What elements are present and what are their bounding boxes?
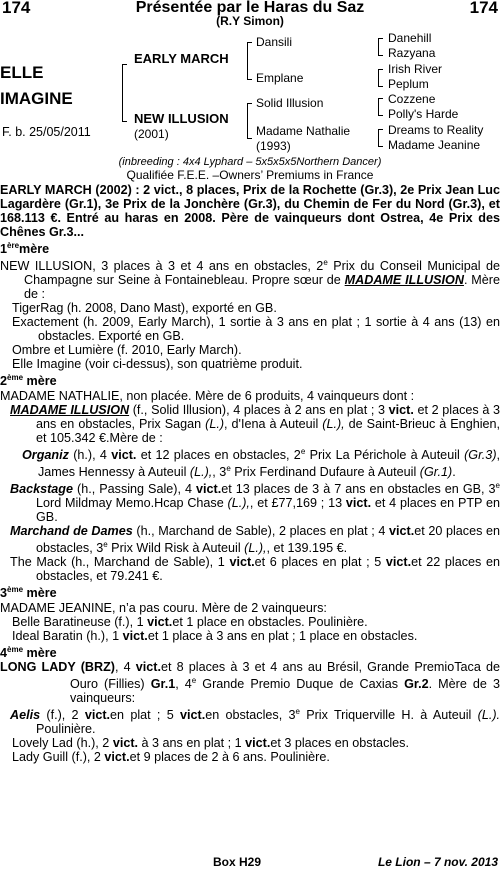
first-dam-heading xyxy=(0,239,500,256)
g3-name: Danehill xyxy=(388,31,432,45)
produce-entry xyxy=(0,705,500,736)
g3-name: Cozzene xyxy=(388,92,436,106)
text: Lady Guill (f.), 2 xyxy=(12,750,105,765)
text: Poulinière. xyxy=(36,722,96,737)
vict: vict. xyxy=(345,496,372,511)
dam-year: (2001) xyxy=(134,127,169,141)
dam-sire: Solid Illusion xyxy=(256,96,324,110)
grade: Gr.1 xyxy=(150,676,176,691)
second-dam-text: MADAME NATHALIE, non placée. Mère de 6 produits, 4 vainqueurs dont : xyxy=(0,388,415,403)
second-dam-heading xyxy=(0,371,500,388)
text: en obstacles, 3 xyxy=(205,708,296,723)
heading-sup: ème xyxy=(7,644,24,654)
dam-dam-year: (1993) xyxy=(256,139,291,153)
text: (h., Passing Sale), 4 xyxy=(73,482,196,497)
heading-num: 1 xyxy=(0,242,8,257)
text: , 4 xyxy=(115,659,136,674)
text: et 4 places en PTP en GB. xyxy=(36,496,500,525)
vict: vict. xyxy=(147,614,173,629)
text: Prix La Périchole à Auteuil xyxy=(305,447,465,462)
text: , et £77,169 ; 13 xyxy=(249,496,346,511)
heading-word: mère xyxy=(26,586,57,601)
text: Grande Premio Duque de Caxias xyxy=(196,676,405,691)
listed: (L.), xyxy=(227,496,250,511)
sire-dam: Emplane xyxy=(256,71,304,85)
produce-entry xyxy=(0,736,500,750)
foaling-info: F. b. 25/05/2011 xyxy=(2,125,91,139)
vict: vict. xyxy=(111,447,137,462)
produce-name: Marchand de Dames xyxy=(10,524,133,539)
text: et 9 places de 2 à 6 ans. Poulinière. xyxy=(129,750,330,765)
text: (f.), 2 xyxy=(40,708,85,723)
bracket-main xyxy=(122,64,127,122)
listed: (L.), xyxy=(189,464,213,479)
produce-entry xyxy=(0,615,500,629)
vict: vict. xyxy=(112,736,139,751)
catalogue-body xyxy=(0,183,500,764)
bracket-g3-2 xyxy=(378,69,383,87)
foal-entry: Exactement (h. 2009, Early March), 1 sortie à 3 ans en plat ; 1 sortie à 4 ans (13) en obstacles. Exporté en GB. xyxy=(12,315,500,344)
grade: Gr.2 xyxy=(404,676,429,691)
third-dam-text: MADAME JEANINE, n’a pas couru. Mère de 2 vainqueurs: xyxy=(0,600,327,615)
text: et 3 places en obstacles. xyxy=(270,736,409,751)
lot-number-left: 174 xyxy=(2,0,31,17)
text: et 6 places en plat ; 5 xyxy=(254,555,386,570)
text: et 22 places en obstacles, et 79.241 €. xyxy=(36,555,500,584)
text: Prix Ferdinand Dufaure à Auteuil xyxy=(230,464,420,479)
listed: (L.). xyxy=(477,708,500,723)
g3-name: Irish River xyxy=(388,62,443,76)
heading-word: mère xyxy=(19,242,50,257)
produce-entry xyxy=(0,403,500,445)
consignor: (R.Y Simon) xyxy=(216,14,284,28)
vict: vict. xyxy=(196,482,222,497)
text: et 1 place à 3 ans en plat ; 1 place en obstacles. xyxy=(147,628,418,643)
text: et 8 places à 3 et 4 ans au Brésil, Grande PremioTaca de Ouro (Fillies) xyxy=(70,659,500,691)
dam-dam: Madame Nathalie xyxy=(256,124,351,138)
text: et 20 places en obstacles, 3 xyxy=(36,524,500,556)
text: , James Hennessy à Auteuil xyxy=(38,447,500,479)
vict: vict. xyxy=(180,708,206,723)
vict: vict. xyxy=(229,555,255,570)
g3-name: Dreams to Reality xyxy=(388,123,484,137)
text: . Mère de : xyxy=(24,273,500,302)
g3-name: Madame Jeanine xyxy=(388,138,481,152)
heading-word: mère xyxy=(26,645,57,660)
produce-name: Organiz xyxy=(22,447,69,462)
horse-name-line1: ELLE xyxy=(0,63,44,82)
text: Prix Triquerville H. à Auteuil xyxy=(299,708,478,723)
text: Belle Baratineuse (f.), 1 xyxy=(12,614,148,629)
vict: vict. xyxy=(389,524,415,539)
sup: e xyxy=(103,540,108,550)
text: Lovely Lad (h.), 2 xyxy=(12,736,113,751)
text: Prix Wild Risk à Auteuil xyxy=(107,541,245,556)
sale-source: Le Lion – 7 nov. 2013 xyxy=(377,855,498,869)
text: The Mack (h., Marchand de Sable), 1 xyxy=(10,555,230,570)
text: Prix du Conseil Municipal de Champagne sur Seine à Fontainebleau. Propre sœur de xyxy=(24,259,500,288)
produce-name: Aelis xyxy=(10,708,41,723)
listed: (L.), xyxy=(322,416,345,431)
sup: e xyxy=(226,463,231,473)
sire-sire: Dansili xyxy=(256,35,293,49)
listed: (L.) xyxy=(205,416,225,431)
vict: vict. xyxy=(104,750,130,765)
text: , 3 xyxy=(212,464,227,479)
sire: EARLY MARCH xyxy=(134,51,229,66)
dam: NEW ILLUSION xyxy=(134,111,229,126)
heading-num: 2 xyxy=(0,374,8,389)
text: de Saint-Brieuc à Enghien, et 105.342 €.Mère de : xyxy=(36,416,500,445)
text: NEW ILLUSION, 3 places à 3 et 4 ans en obstacles, 2 xyxy=(0,259,324,274)
horse-name-line2: IMAGINE xyxy=(0,89,73,108)
first-dam-text xyxy=(0,256,500,301)
text: (h.), 4 xyxy=(68,447,112,462)
foal-entry: Elle Imagine (voir ci-dessus), son quatrième produit. xyxy=(12,357,303,372)
grade: (Gr.1) xyxy=(419,464,453,479)
fourth-dam-text xyxy=(0,660,500,705)
lot-number-right: 174 xyxy=(469,0,498,17)
text: Lord Mildmay Memo.Hcap Chase xyxy=(36,496,228,511)
heading-sup: ème xyxy=(7,585,24,595)
vict: vict. xyxy=(245,736,271,751)
produce-entry xyxy=(0,629,500,643)
page-title: Présentée par le Haras du Saz xyxy=(135,0,365,16)
sup: e xyxy=(300,446,306,456)
box-number: Box H29 xyxy=(213,855,262,869)
g3-name: Polly's Harde xyxy=(388,107,459,121)
bracket-g3-3 xyxy=(378,98,383,116)
text: , d'Iena à Auteuil xyxy=(224,416,323,431)
bracket-g3-4 xyxy=(378,129,383,147)
text: Ideal Baratin (h.), 1 xyxy=(12,628,123,643)
text: et 1 place en obstacles. Poulinière. xyxy=(172,614,368,629)
vict: vict. xyxy=(388,402,414,417)
text: , 4 xyxy=(175,676,192,691)
sire-intro: EARLY MARCH (2002) : 2 vict., 8 places, Prix de la Rochette (Gr.3), 2e Prix Jean Luc Lagardère (Gr.1), 3e Prix de la Jonchère (Gr.3), du Chemin de Fer du Nord (Gr.3), et 168.113 €. Entré au haras en 2008. Père de vainqueurs dont Ostrea, 4e Prix des Chênes Gr.3... xyxy=(0,183,500,239)
produce-entry xyxy=(0,524,500,555)
vict: vict. xyxy=(385,555,412,570)
produce-name: MADAME ILLUSION xyxy=(10,402,130,417)
sup: e xyxy=(191,675,197,685)
grade: (Gr.3) xyxy=(464,447,497,462)
inbreeding-note: (inbreeding : 4x4 Lyphard – 5x5x5x5Northern Dancer) xyxy=(118,156,382,168)
sup: e xyxy=(323,258,328,268)
foal-entry: Ombre et Lumière (f. 2010, Early March). xyxy=(12,343,242,358)
vict: vict. xyxy=(122,628,148,643)
heading-sup: ère xyxy=(7,241,20,250)
vict: vict. xyxy=(135,659,161,674)
bracket-g3-1 xyxy=(378,38,383,56)
sup: e xyxy=(495,480,500,490)
heading-num: 3 xyxy=(0,586,8,601)
heading-num: 4 xyxy=(0,645,8,660)
fourth-dam-heading xyxy=(0,643,500,660)
produce-entry xyxy=(0,555,500,583)
text: et 12 places en obstacles, 2 xyxy=(136,447,301,462)
text: , et 139.195 €. xyxy=(266,541,348,556)
sup: e xyxy=(295,706,300,716)
text: (h., Marchand de Sable), 2 places en plat ; 4 xyxy=(132,524,389,539)
text: et 2 places à 3 ans en obstacles, Prix Sagan xyxy=(36,402,500,431)
text: . xyxy=(452,464,456,479)
text: en plat ; 5 xyxy=(110,708,180,723)
foal-entry: TigerRag (h. 2008, Dano Mast), exporté en GB. xyxy=(12,301,277,316)
text: (f., Solid Illusion), 4 places à 2 ans en plat ; 3 xyxy=(129,402,389,417)
dam-name: LONG LADY (BRZ) xyxy=(0,659,115,674)
text: et 13 places de 3 à 7 ans en obstacles en GB, 3 xyxy=(221,482,496,497)
produce-entry xyxy=(0,479,500,524)
bracket-dam xyxy=(247,103,252,139)
sister-name: MADAME ILLUSION xyxy=(344,273,464,288)
qualification: Qualifiée F.E.E. –Owners’ Premiums in France xyxy=(126,168,374,182)
text: . Mère de 3 vainqueurs: xyxy=(70,676,500,705)
listed: (L.), xyxy=(244,541,267,556)
text: à 3 ans en plat ; 1 xyxy=(138,736,246,751)
heading-sup: ème xyxy=(7,373,24,383)
vict: vict. xyxy=(84,708,111,723)
heading-word: mère xyxy=(26,374,57,389)
bracket-sire xyxy=(247,42,252,80)
produce-entry xyxy=(0,445,500,479)
third-dam-heading xyxy=(0,583,500,600)
g3-name: Peplum xyxy=(388,77,429,91)
produce-name: Backstage xyxy=(10,482,74,497)
produce-entry xyxy=(0,750,500,764)
g3-name: Razyana xyxy=(388,46,436,60)
